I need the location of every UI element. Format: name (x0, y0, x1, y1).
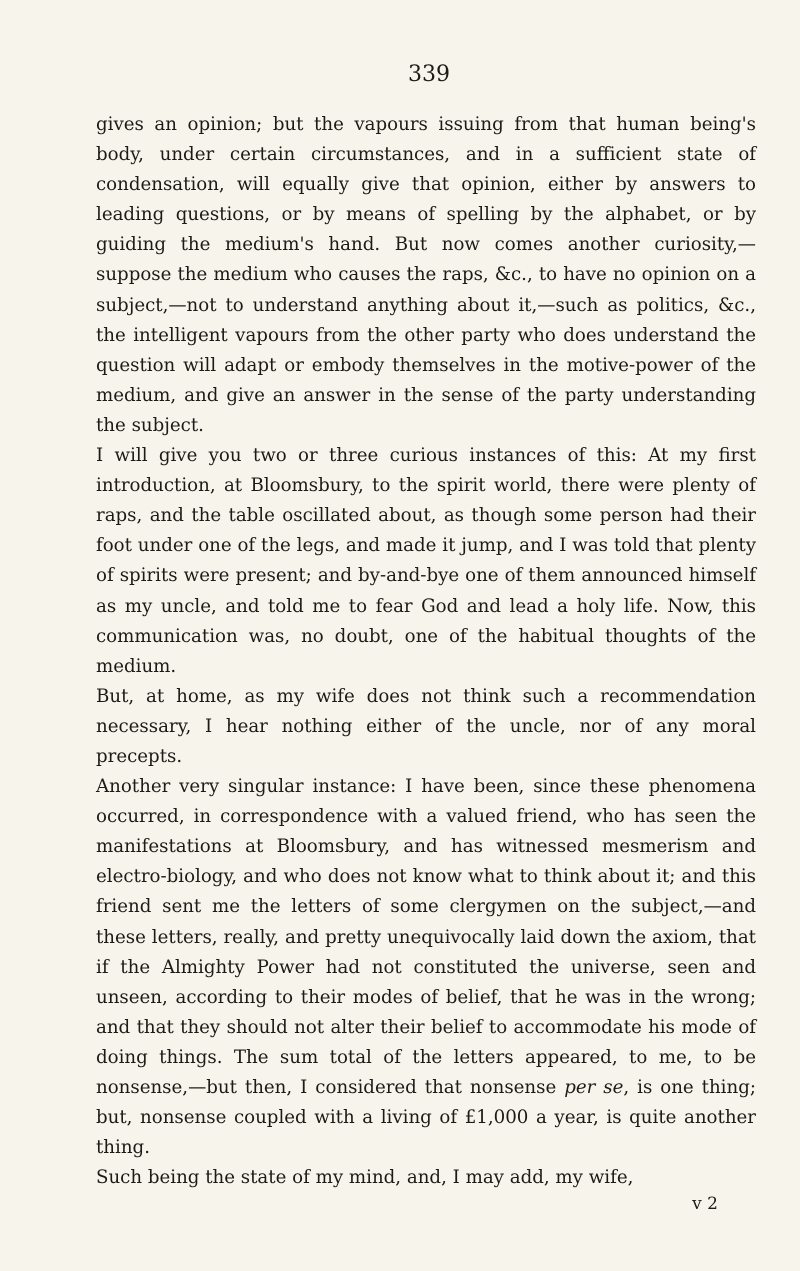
paragraph-4 (96, 772, 756, 1163)
paragraph-5: Such being the state of my mind, and, I may add, my wife, (96, 1167, 634, 1189)
paragraph-2: I will give you two or three curious instances of this: At my first introduction, at Bloomsbury, to the spirit world, there were plenty of raps, and the table oscillated about, as though some person had their foot under one of the legs, and made it jump, and I was told that plenty of spirits were present; and by-and-bye one of them announced himself as my uncle, and told me to fear God and lead a holy life. Now, this communication was, no doubt, one of the habitual thoughts of the medium. (96, 445, 756, 677)
body-text (96, 110, 756, 1193)
paragraph-3: But, at home, as my wife does not think such a recommendation necessary, I hear nothing either of the uncle, nor of any moral precepts. (96, 685, 756, 767)
page-number: 339 (408, 62, 450, 87)
paragraph-4-italic: per se (564, 1077, 624, 1098)
paragraph-4-part-2: , is one thing; but, nonsense coupled with a living of £1,000 a year, is quite another thing. (96, 1077, 756, 1159)
paragraph-1: gives an opinion; but the vapours issuing from that human being's body, under certain circumstances, and in a sufficient state of condensation, will equally give that opinion, either by answers to leading questions, or by means of spelling by the alphabet, or by guiding the medium's hand. But now comes another curiosity,—suppose the medium who causes the raps, &c., to have no opinion on a subject,—not to understand anything about it,—such as politics, &c., the intelligent vapours from the other party who does understand the question will adapt or embody themselves in the motive-power of the medium, and give an answer in the sense of the party understanding the subject. (96, 114, 756, 436)
signature-mark: v 2 (692, 1194, 718, 1215)
paragraph-4-part-1: Another very singular instance: I have been, since these phenomena occurred, in correspondence with a valued friend, who has seen the manifestations at Bloomsbury, and has witnessed mesmerism and electro-biology, and who does not know what to think about it; and this friend sent me the letters of some clergymen on the subject,—and these letters, really, and pretty unequivocally laid down the axiom, that if the Almighty Power had not constituted the universe, seen and unseen, according to their modes of belief, that he was in the wrong; and that they should not alter their belief to accommodate his mode of doing things. The sum total of the letters appeared, to me, to be nonsense,—but then, I considered that nonsense (96, 776, 756, 1098)
